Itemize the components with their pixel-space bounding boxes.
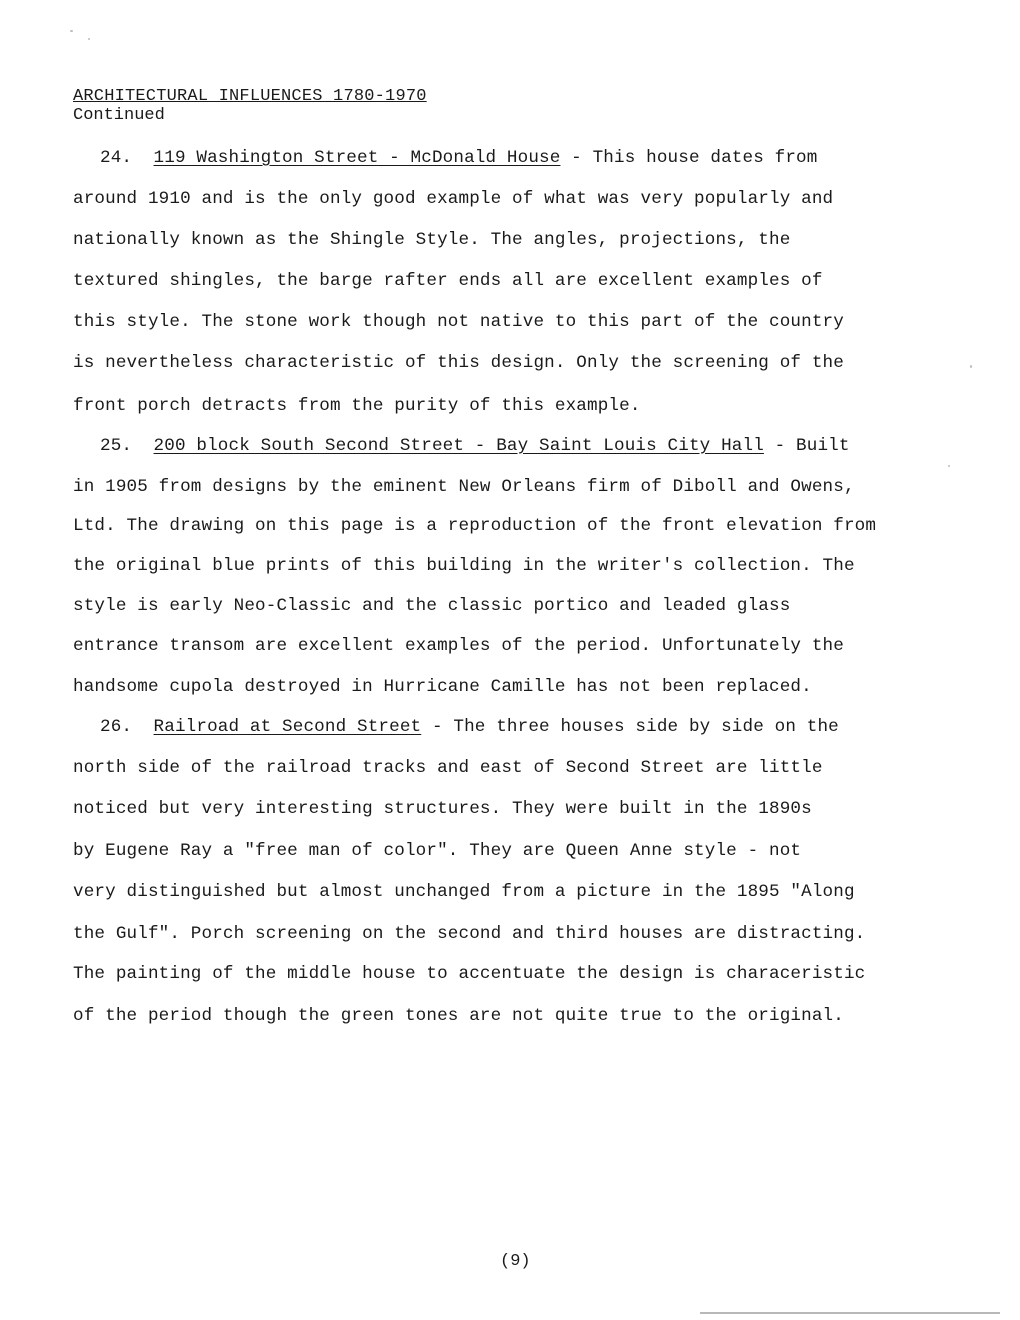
body-line: handsome cupola destroyed in Hurricane Camille has not been replaced. [73, 677, 812, 697]
entry-heading: Railroad at Second Street [153, 717, 422, 737]
body-line: front porch detracts from the purity of this example. [73, 396, 641, 416]
entry-26-first-line: 26. Railroad at Second Street - The three houses side by side on the [100, 717, 839, 737]
entry-24-first-line: 24. 119 Washington Street - McDonald House - This house dates from [100, 148, 818, 168]
body-line: of the period though the green tones are not quite true to the original. [73, 1006, 844, 1026]
body-line: noticed but very interesting structures. They were built in the 1890s [73, 799, 812, 819]
entry-heading: 119 Washington Street - McDonald House [153, 148, 561, 168]
body-line: the Gulf". Porch screening on the second and third houses are distracting. [73, 924, 866, 944]
body-line: entrance transom are excellent examples of the period. Unfortunately the [73, 636, 844, 656]
body-line: Ltd. The drawing on this page is a reproduction of the front elevation from [73, 516, 877, 536]
body-line: nationally known as the Shingle Style. The angles, projections, the [73, 230, 791, 250]
scan-speck [948, 465, 950, 467]
body-line: in 1905 from designs by the eminent New Orleans firm of Diboll and Owens, [73, 477, 855, 497]
body-line: around 1910 and is the only good example of what was very popularly and [73, 189, 834, 209]
body-line: textured shingles, the barge rafter ends all are excellent examples of [73, 271, 823, 291]
page-title: ARCHITECTURAL INFLUENCES 1780-1970 [73, 87, 427, 106]
scan-edge-line [700, 1312, 1000, 1314]
page-subtitle: Continued [73, 106, 165, 125]
scan-speck [70, 30, 73, 32]
scan-speck [970, 365, 972, 368]
page-header [73, 87, 427, 125]
body-line: very distinguished but almost unchanged from a picture in the 1895 "Along [73, 882, 855, 902]
body-line: this style. The stone work though not native to this part of the country [73, 312, 844, 332]
body-line: style is early Neo-Classic and the classic portico and leaded glass [73, 596, 791, 616]
scan-speck [88, 38, 90, 40]
entry-number: 26. [100, 717, 133, 737]
entry-heading: 200 block South Second Street - Bay Saint Louis City Hall [153, 436, 764, 456]
body-line: the original blue prints of this building in the writer's collection. The [73, 556, 855, 576]
entry-25-first-line: 25. 200 block South Second Street - Bay Saint Louis City Hall - Built [100, 436, 850, 456]
page-number: (9) [500, 1252, 531, 1271]
body-line: is nevertheless characteristic of this design. Only the screening of the [73, 353, 844, 373]
entry-number: 25. [100, 436, 133, 456]
body-line: north side of the railroad tracks and east of Second Street are little [73, 758, 823, 778]
body-line: by Eugene Ray a "free man of color". They are Queen Anne style - not [73, 841, 802, 861]
body-line: The painting of the middle house to accentuate the design is characeristic [73, 964, 866, 984]
entry-number: 24. [100, 148, 133, 168]
